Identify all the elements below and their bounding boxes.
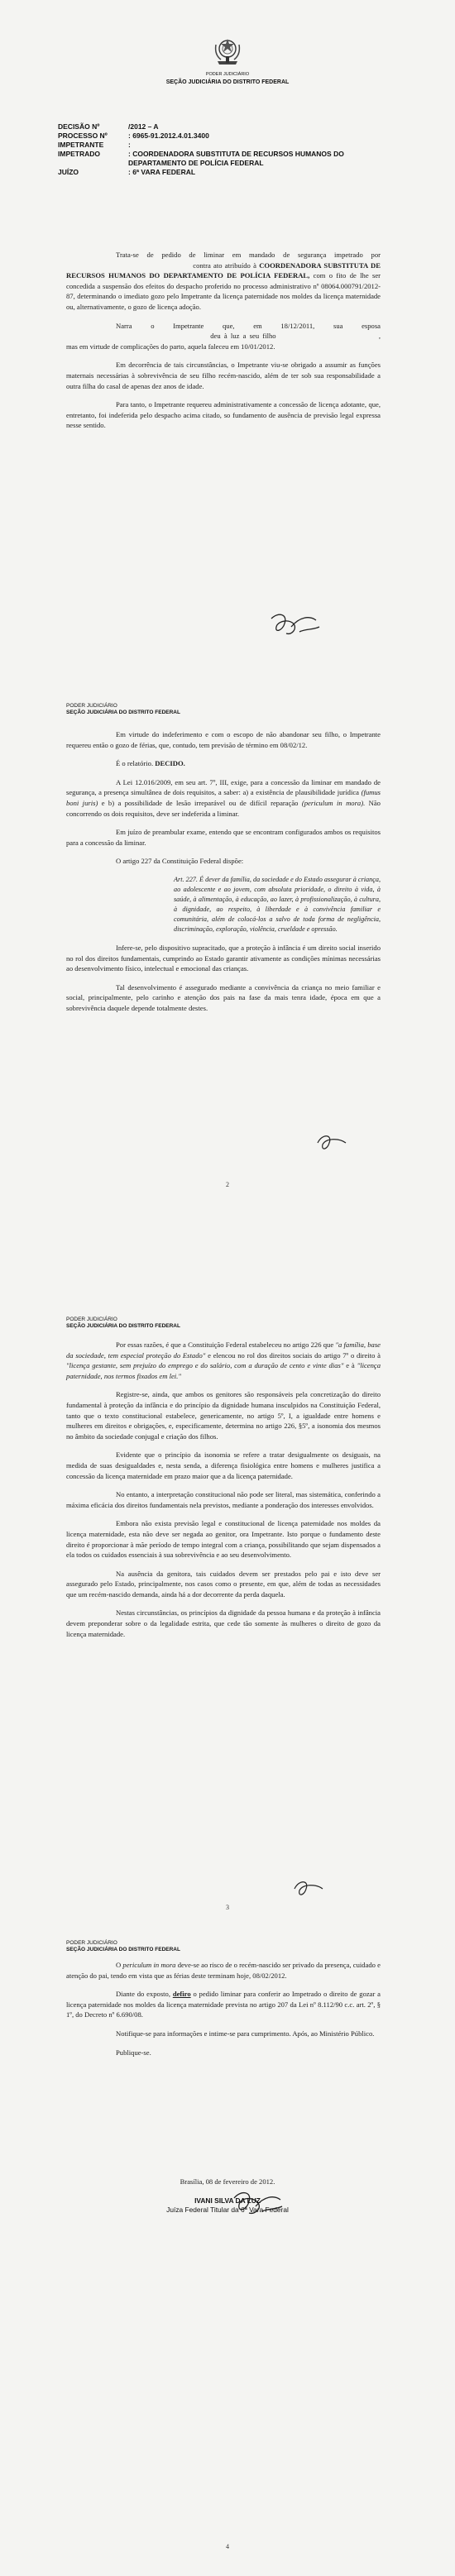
- signer-title: Juíza Federal Titular da 6ª Vara Federal: [166, 2206, 289, 2214]
- case-info-value: : 6965-91.2012.4.01.3400: [128, 131, 209, 140]
- page-number: 4: [226, 2543, 229, 2550]
- case-info-value: : 6ª VARA FEDERAL: [128, 168, 196, 176]
- case-info-row: [58, 131, 389, 141]
- paragraph: Nestas circunstâncias, os princípios da dignidade da pessoa humana e da proteção à infância devem preponderar sobre o da legalidade estrita, que cede tão somente às mulheres o direito de gozo da licença maternidade.: [66, 1608, 381, 1638]
- initials-signature-icon: [266, 610, 324, 638]
- page-4-body: [66, 1960, 381, 2066]
- case-info-value: :: [128, 141, 131, 149]
- case-info-label: DECISÃO Nº: [58, 122, 100, 131]
- court-header: [66, 703, 180, 716]
- constitution-quote: Art. 227. É dever da família, da sociedade e do Estado assegurar à criança, ao adolescente e ao jovem, com absoluta prioridade, o direito à vida, à saúde, à alimentação, à educação, ao lazer, à profissionalização, à cultura, à dignidade, ao respeito, à liberdade e à convivência familiar e comunitária, além de colocá-los a salvo de toda forma de negligência, discriminação, exploração, violência, crueldade e opressão.: [174, 875, 381, 933]
- paragraph: Na ausência da genitora, tais cuidados devem ser prestados pelo pai e isto deve ser assegurado pelo Estado, principalmente, nos casos como o presente, em que, além de todas as necessidades que um recém-nascido demanda, ainda há a dor decorrente da perda daquela.: [66, 1569, 381, 1599]
- court-header: [66, 1317, 180, 1330]
- document-page-2: [0, 695, 455, 1307]
- court-header: [0, 71, 455, 86]
- place-date: Brasília, 08 de fevereiro de 2012.: [180, 2177, 275, 2186]
- court-header-line-1: PODER JUDICIÁRIO: [205, 72, 250, 77]
- case-info-value: : COORDENADORA SUBSTITUTA DE RECURSOS HUMANOS DO DEPARTAMENTO DE POLÍCIA FEDERAL: [128, 150, 344, 167]
- case-info-row: [58, 141, 389, 150]
- paragraph: Publique-se.: [116, 2048, 151, 2057]
- page-3-body: [66, 1340, 381, 1647]
- court-header-line-2: SEÇÃO JUDICIÁRIA DO DISTRITO FEDERAL: [66, 1323, 180, 1329]
- paragraph: Em decorrência de tais circunstâncias, o Impetrante viu-se obrigado a assumir as funções maternais necessárias à sobrevivência de seu filho recém-nascido, além de ter sob sua responsabilidade a outra filha do casal de apenas dez anos de idade.: [66, 361, 381, 390]
- court-header-line-2: SEÇÃO JUDICIÁRIA DO DISTRITO FEDERAL: [66, 1947, 180, 1952]
- paragraph: Para tanto, o Impetrante requereu administrativamente a concessão de licença adotante, que, entretanto, foi indeferida pelo despacho acima citado, so fundamento de ausência de previsão legal expressa nesse sentido.: [66, 400, 381, 430]
- court-header: [66, 1940, 180, 1953]
- paragraph: O artigo 227 da Constituição Federal dispõe:: [116, 857, 244, 866]
- paragraph: Evidente que o princípio da isonomia se refere a tratar desigualmente os desiguais, na medida de suas desigualdades e, nesta senda, a diferença fisiológica entre homens e mulheres justifica a concessão da licença maternidade em prazo maior que a da licença paternidade.: [66, 1450, 381, 1480]
- paragraph: A Lei 12.016/2009, em seu art. 7º, III, exige, para a concessão da liminar em mandado de segurança, a presença simultânea de dois requisitos, a saber: a) a existência de plausibilidade jurídica (fumus boni juris) e b) a possibilidade de lesão irreparável ou de difícil reparação (periculum in mora). Não concorrendo os dois requisitos, deve ser indeferida a liminar.: [66, 777, 381, 818]
- case-info-row: [58, 168, 389, 177]
- case-info-row: [58, 122, 389, 131]
- brazil-coat-of-arms-icon: [213, 36, 242, 68]
- case-info: [58, 122, 389, 177]
- document-page-1: [0, 0, 455, 695]
- case-info-label: JUÍZO: [58, 168, 79, 176]
- court-header-line-2: SEÇÃO JUDICIÁRIA DO DISTRITO FEDERAL: [66, 710, 180, 715]
- signer-name: IVANI SILVA DA LUZ: [194, 2196, 261, 2205]
- document-page-4: [0, 1935, 455, 2576]
- page-2-body: [66, 729, 381, 1022]
- paragraph: O periculum in mora deve-se ao risco de o recém-nascido ser privado da presença, cuidado e atenção do pai, tendo em vista que as férias deste terminam hoje, 08/02/2012.: [66, 1961, 381, 1980]
- page-number: 2: [226, 1181, 229, 1188]
- document-page-3: [0, 1307, 455, 1935]
- initials-signature-icon: [291, 1877, 328, 1900]
- paragraph: Infere-se, pelo dispositivo supracitado, que a proteção à infância é um direito social inserido no rol dos direitos fundamentais, cumprindo ao Estado garantir ativamente as condições mínimas necessárias ao desenvolvimento físico, intelectual e emocional das crianças.: [66, 943, 381, 973]
- case-info-value: /2012 – A: [128, 122, 159, 131]
- court-header-line-1: PODER JUDICIÁRIO: [66, 1317, 117, 1322]
- page-1-body: [66, 250, 381, 439]
- court-header-line-1: PODER JUDICIÁRIO: [66, 703, 117, 709]
- court-header-line-2: SEÇÃO JUDICIÁRIA DO DISTRITO FEDERAL: [165, 79, 290, 85]
- paragraph: Narra o Impetrante que, em 18/12/2011, sua esposa deu à luz a seu filho , mas em virtude de complicações do parto, aquela faleceu em 10/01/2012.: [66, 321, 381, 351]
- case-info-label: PROCESSO Nº: [58, 131, 108, 140]
- case-info-label: IMPETRANTE: [58, 141, 104, 149]
- court-header-line-1: PODER JUDICIÁRIO: [66, 1940, 117, 1946]
- initials-signature-icon: [314, 1131, 351, 1154]
- case-info-label: IMPETRADO: [58, 150, 100, 158]
- paragraph: Diante do exposto, defiro o pedido liminar para conferir ao Impetrado o direito de gozar a licença paternidade nos moldes da licença maternidade prevista no artigo 207 da Lei nº 8.112/90 c.c. art. 2º, § 1º, do Decreto nº 6.690/08.: [66, 1990, 381, 2019]
- page-number: 3: [226, 1904, 229, 1911]
- paragraph: É o relatório. DECIDO.: [116, 759, 185, 768]
- paragraph: Por essas razões, é que a Constituição Federal estabeleceu no artigo 226 que "a família, base da sociedade, tem especial proteção do Estado" e elencou no rol dos direitos sociais do artigo 7º o direito à "licença gestante, sem prejuízo do emprego e do salário, com a duração de cento e vinte dias" e à "licença paternidade, nos termos fixados em lei.": [66, 1341, 381, 1380]
- paragraph: Registre-se, ainda, que ambos os genitores são responsáveis pela concretização do direito fundamental à proteção da infância e do princípio da dignidade humana insculpidos na Constituição Federal, tanto que o texto constitucional estabelece, genericamente, no artigo 5º, I, a igualdade entre homens e mulheres em direitos e obrigações, e, especificamente, determina no artigo 226, §5º, a isonomia dos mesmos no âmbito da sociedade conjugal e criação dos filhos.: [66, 1390, 381, 1441]
- paragraph: No entanto, a interpretação constitucional não pode ser literal, mas sistemática, conferindo a máxima eficácia dos direitos fundamentais nela previstos, mediante a ponderação dos interesses envolvidos.: [66, 1490, 381, 1509]
- paragraph: Em juízo de preambular exame, entendo que se encontram configurados ambos os requisitos para a concessão da liminar.: [66, 828, 381, 847]
- paragraph: Em virtude do indeferimento e com o escopo de não abandonar seu filho, o Impetrante requereu então o gozo de férias, que, contudo, tem previsão de término em 08/02/12.: [66, 730, 381, 749]
- signer-block: [0, 2196, 455, 2215]
- paragraph: Embora não exista previsão legal e constitucional de licença paternidade nos moldes da licença maternidade, esta não deve ser negada ao genitor, ora Impetrante. Isto porque o fundamento deste direito é proporcionar à mãe período de tempo integral com a criança, possibilitando que sejam dispensados a ela todos os cuidados essenciais à sua sobrevivência e ao seu desenvolvimento.: [66, 1519, 381, 1560]
- paragraph: Trata-se de pedido de liminar em mandado de segurança impetrado por contra ato atribuído à COORDENADORA SUBSTITUTA DE RECURSOS HUMANOS DO DEPARTAMENTO DE POLÍCIA FEDERAL, com o fito de lhe ser concedida a suspensão dos efeitos do despacho proferido no processo administrativo nº 08064.000791/2012-87, determinando o imediato gozo pelo Impetrante da licença paternidade nos moldes da licença maternidade ou, alternativamente, o gozo de licença adoção.: [66, 251, 381, 311]
- paragraph: Notifique-se para informações e intime-se para cumprimento. Após, ao Ministério Público.: [116, 2029, 375, 2038]
- paragraph: Tal desenvolvimento é assegurado mediante a convivência da criança no meio familiar e social, principalmente, pelo carinho e atenção dos pais na fase da mais tenra idade, época em que a sobrevivência daquele depende totalmente destes.: [66, 982, 381, 1012]
- case-info-row: [58, 150, 389, 168]
